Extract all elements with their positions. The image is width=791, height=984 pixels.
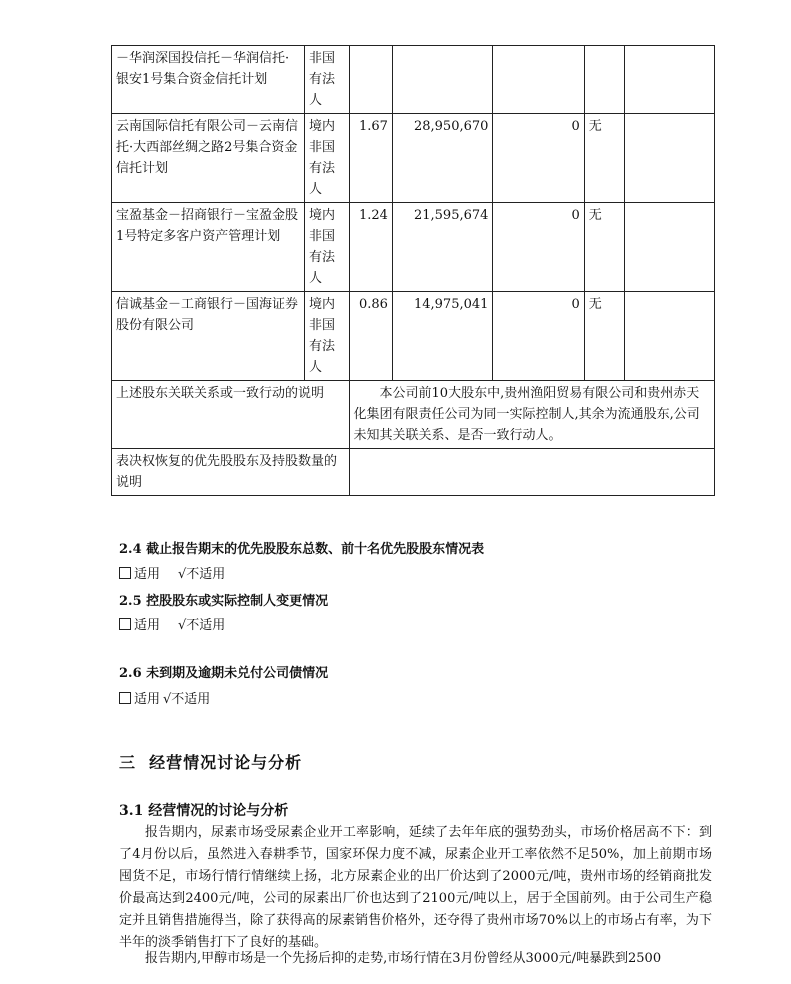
- shareholders-table: [111, 45, 715, 496]
- holder-pledge: 0: [493, 203, 584, 292]
- holder-shares: 28,950,670: [392, 114, 493, 203]
- section-3-1-title: 3.1 经营情况的讨论与分析: [119, 803, 289, 819]
- holder-pledge: 0: [493, 292, 584, 381]
- holder-status: [584, 46, 624, 114]
- holder-type: 境内非国有法人: [305, 292, 350, 381]
- preferred-label: 表决权恢复的优先股股东及持股数量的说明: [112, 449, 350, 496]
- holder-shares: [392, 46, 493, 114]
- opt-not-applicable: √不适用: [163, 692, 211, 707]
- checkbox-icon: [119, 692, 131, 704]
- table-row: [112, 449, 715, 496]
- section-3-1-paragraph-2: 报告期内,甲醇市场是一个先扬后抑的走势,市场行情在3月份曾经从3000元/吨暴跌到2500: [145, 951, 662, 966]
- holder-shares: 21,595,674: [392, 203, 493, 292]
- holder-shares: 14,975,041: [392, 292, 493, 381]
- holder-type: 境内非国有法人: [305, 203, 350, 292]
- preferred-text: [349, 449, 714, 496]
- holder-extra: [624, 114, 714, 203]
- holder-pct: 0.86: [349, 292, 392, 381]
- table-row: [112, 381, 715, 449]
- holder-pct: 1.24: [349, 203, 392, 292]
- checkbox-icon: [119, 618, 131, 630]
- section-2-6-title: 2.6 未到期及逾期未兑付公司债情况: [119, 666, 329, 681]
- holder-status: 无: [584, 292, 624, 381]
- holder-name: 宝盈基金－招商银行－宝盈金股1号特定多客户资产管理计划: [112, 203, 305, 292]
- opt-applicable: 适用: [134, 567, 161, 582]
- holder-type: 非国有法人: [305, 46, 350, 114]
- holder-status: 无: [584, 114, 624, 203]
- section-3-title: 三 经营情况讨论与分析: [119, 753, 303, 772]
- holder-pct: [349, 46, 392, 114]
- relation-text: [349, 381, 714, 449]
- holder-extra: [624, 203, 714, 292]
- holder-name: 云南国际信托有限公司－云南信托·大西部丝绸之路2号集合资金信托计划: [112, 114, 305, 203]
- section-2-5-title: 2.5 控股股东或实际控制人变更情况: [119, 594, 329, 609]
- holder-extra: [624, 292, 714, 381]
- section-2-6-options: [119, 688, 719, 707]
- section-2-4-title: 2.4 截止报告期末的优先股股东总数、前十名优先股股东情况表: [119, 542, 485, 557]
- section-2-4-options: [119, 563, 719, 582]
- holder-pct: 1.67: [349, 114, 392, 203]
- opt-applicable: 适用: [134, 692, 161, 707]
- table-row: [112, 114, 715, 203]
- holder-name: 信诚基金－工商银行－国海证券股份有限公司: [112, 292, 305, 381]
- holder-name: －华润深国投信托－华润信托·银安1号集合资金信托计划: [112, 46, 305, 114]
- opt-not-applicable: √不适用: [178, 618, 226, 633]
- checkbox-icon: [119, 567, 131, 579]
- table-row: [112, 46, 715, 114]
- holder-extra: [624, 46, 714, 114]
- holder-pledge: [493, 46, 584, 114]
- table-row: [112, 292, 715, 381]
- relation-text-body: 本公司前10大股东中,贵州渔阳贸易有限公司和贵州赤天化集团有限责任公司为同一实际控制人,其余为流通股东,公司未知其关联关系、是否一致行动人。: [353, 386, 700, 443]
- opt-applicable: 适用: [134, 618, 161, 633]
- section-2-5-options: [119, 614, 719, 633]
- holder-type: 境内非国有法人: [305, 114, 350, 203]
- section-3-1-paragraph-1: 报告期内，尿素市场受尿素企业开工率影响，延续了去年年底的强势劲头，市场价格居高不下：到了4月份以后，虽然进入春耕季节，国家环保力度不减，尿素企业开工率依然不足50%，加上前期市场囤货不足，市场行情行情继续上扬，北方尿素企业的出厂价达到了2000元/吨，贵州市场的经销商批发价最高达到2400元/吨，公司的尿素出厂价也达到了2100元/吨以上，居于全国前列。由于公司生产稳定并且销售措施得当，除了获得高的尿素销售价格外，还夺得了贵州市场70%以上的市场占有率，为下半年的淡季销售打下了良好的基础。: [119, 825, 712, 950]
- table-row: [112, 203, 715, 292]
- holder-pledge: 0: [493, 114, 584, 203]
- opt-not-applicable: √不适用: [178, 567, 226, 582]
- holder-status: 无: [584, 203, 624, 292]
- relation-label: 上述股东关联关系或一致行动的说明: [112, 381, 350, 449]
